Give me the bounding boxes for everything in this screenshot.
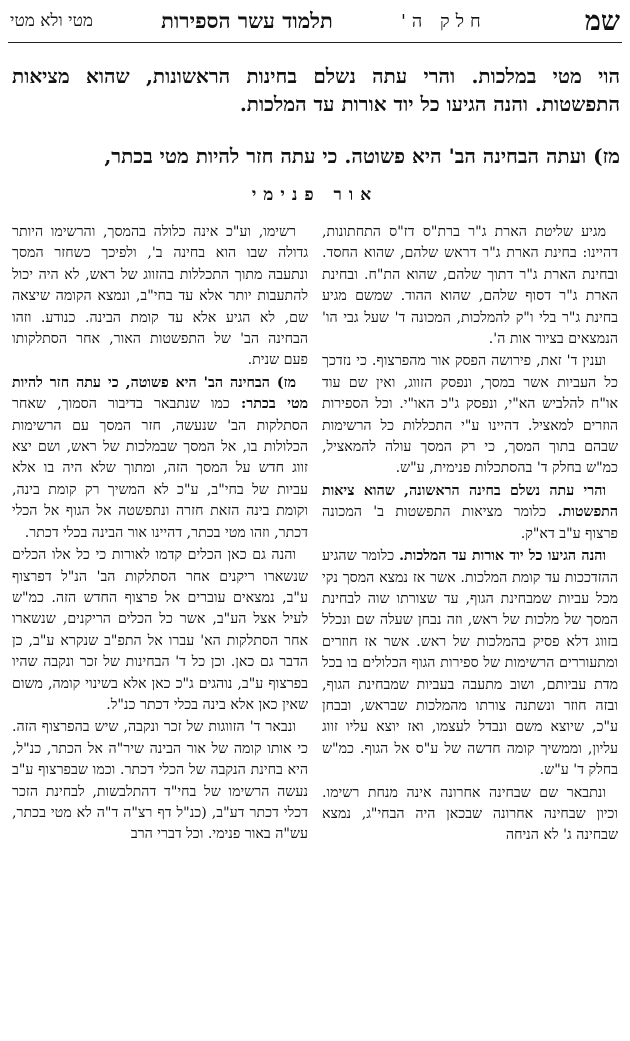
paragraph-lead-phrase: והנה הגיעו כל יוד אורות עד המלכות. (399, 548, 606, 565)
commentary-left-column (12, 222, 308, 1037)
page-number: שמ (584, 5, 620, 37)
paragraph-text: ונבאר ד' הזווגות של זכר ונקבה, שיש בהפרצוף הזה. כי אותו קומה של אור הבינה שיר"ה אל הכתר, כנ"ל, היא בחינת הנקבה של הכלי דכתר. וכמו שבפרצוף ע"ב נעשה הרשימו של בחי"ד דהתלבשות, לבחינת הזכר דכלי דכתר דע"ב, (כנ"ל דף רצ"ה ד"ה לא מטי בכתר, עש"ה באור פנימי. וכל דברי הרב (12, 719, 308, 843)
section-47-heading: מז) ועתה הבחינה הב' היא פשוטה. כי עתה חזר להיות מטי בכתר, (104, 144, 620, 168)
paragraph-text: וענין ד' זאת, פירושה הפסק אור מהפרצוף. כי נזדכך כל העביות אשר במסך, ונפסק הזווג, ואין שם עוד או"ח להלביש הא"י, ונפסק ג"כ האו"י. וכל הספירות הוזרים למאציל. דהיינו ע"י התכללות כל הרשימות שבהם בתוך המסך, כי רק המסך עולה להמאציל, כמ"ש בחלק ד' בהסתכלות פנימית, ע"ש. (322, 353, 618, 477)
paragraph-text: ונתבאר שם שבחינה אחרונה אינה מנחת רשימו. וכיון שבחינה אחרונה שבכאן היה הבחי"ג, נמצא שבחינה ג' לא הניחה (322, 784, 618, 844)
commentary-right-column (322, 222, 618, 1037)
commentary-paragraph (12, 222, 308, 372)
commentary-paragraph (322, 351, 618, 479)
paragraph-text: כלומר מציאות התפשטות ב' המכונה פרצוף ע"ב דא"ק. (322, 504, 618, 542)
paragraph-lead-phrase: והרי עתה נשלם בחינה הראשונה, שהוא ציאות התפשטות. (322, 482, 618, 521)
commentary-paragraph (12, 545, 308, 716)
section-reference: מטי ולא מטי (10, 11, 93, 31)
paragraph-text: כמו שנתבאר בדיבור הסמוך, שאחר הסתלקות הב' שנעשה, חזר המסך עם הרשימות הכלולות בו, אל המסך שבמלכות של ראש, ושם יצא זווג חדש על המסך הזה, ומתוך שלא היה בו אלא עביות של בחי"ב, ע"כ לא המשיך רק קומת בינה, וקומת בינה הזאת חזרה ונתפשטה אל הגוף אל הכלי דכתר, וזהו מטי בכתר, דהיינו אור הבינה בכלי דכתר. (12, 396, 308, 541)
paragraph-lead-phrase: מז) הבחינה הב' היא פשוטה, כי עתה חזר להיות מטי בכתר: (12, 374, 308, 413)
paragraph-text: רשימו, וע"כ אינה כלולה בהמסך, והרשימו היותר גדולה שבו הוא בחינה ב', ולפיכך כשחזר המסך ונתעבה מתוך התכללות בהזווג של ראש, לא היה יכול להתעבות יותר אלא עד בחי"ב, ונמצא הקומה שיצאה שם, לא הגיע אלא עד קומת הבינה. כנודע. וזהו הבחינה הב' של התפשטות האור, אחר הסתלקותו פעם שנית. (12, 224, 308, 369)
page-header (10, 4, 620, 38)
paragraph-text: מגיע שליטת הארת ג"ר ברת"ס דז"ס התחתונות, דהיינו: בחינת הארת ג"ר דראש שלהם, שהוא החסד. ובחינת הארת ג"ר דתוך שלהם, שהוא הת"ח. ובחינת הארת ג"ר דסוף שלהם, שהוא ההוד. שמשם מגיע בחינת ג"ר בלי ו"ק להמלכות, המכונה ד' שעל גבי הו' הנמצאים בציור אות ה'. (322, 224, 618, 348)
commentary-paragraph (322, 481, 618, 545)
header-rule (8, 42, 622, 43)
commentary-paragraph (322, 222, 618, 350)
commentary-paragraph (322, 783, 618, 847)
commentary-paragraph (322, 546, 618, 781)
part-label: חלק ה' (400, 10, 487, 32)
commentary-subheading: אור פנימי (251, 185, 379, 205)
book-title: תלמוד עשר הספירות (161, 8, 333, 33)
commentary-paragraph (12, 717, 308, 845)
commentary-paragraph (12, 373, 308, 544)
main-text-paragraph: הוי מטי במלכות. והרי עתה נשלם בחינות הראשונות, שהוא מציאות התפשטות. והנה הגיעו כל יוד אורות עד המלכות. (12, 64, 620, 116)
paragraph-text: והנה גם כאן הכלים קדמו לאורות כי כל אלו הכלים שנשארו ריקנים אחר הסתלקות הב' הנ"ל דפרצוף ע"ב, נמצאים עוברים אל פרצוף החדש הזה. כמ"ש לעיל אצל הע"ב, אשר כל הכלים הריקנים, שנשארו אחר הסתלקות הא' עברו אל התפ"ב שנקרא ע"ב, כן הדבר גם כאן. וכן כל ד' הבחינות של זכר ונקבה שהיו בפרצוף ע"ב, נוהגים ג"כ כאן אלא בשינוי קומה, משום שאין כאן אלא בינה בכלי דכתר כנ"ל. (12, 547, 308, 713)
paragraph-text: כלומר שהגיע ההזדככות עד קומת המלכות. אשר אז נמצא המסך נקי מכל עביות שמבחינת הגוף, עד שצורתו שוה לבחינת המסך של מלכות של ראש, וזה נבחן שעלה שם ונכלל בזווג דלא פסיק בהמלכות של ראש. אשר אז חוזרים ומתעוררים הרשימות של ספירות הגוף הכלולים בו בכל מדת עביותם, ושוב מתעבה בעביות שמבחינת הגוף, ובזה חוזר ונשתנה צורתו מהמלכות שבראש, ובבחן ע"כ, שיוצא משם ונבדל לעצמו, ואז יוצא עליו זווג עליון, וממשיך קומה חדשה של ע"ס אל הגוף. כמ"ש בחלק ד' ע"ש. (322, 548, 618, 779)
